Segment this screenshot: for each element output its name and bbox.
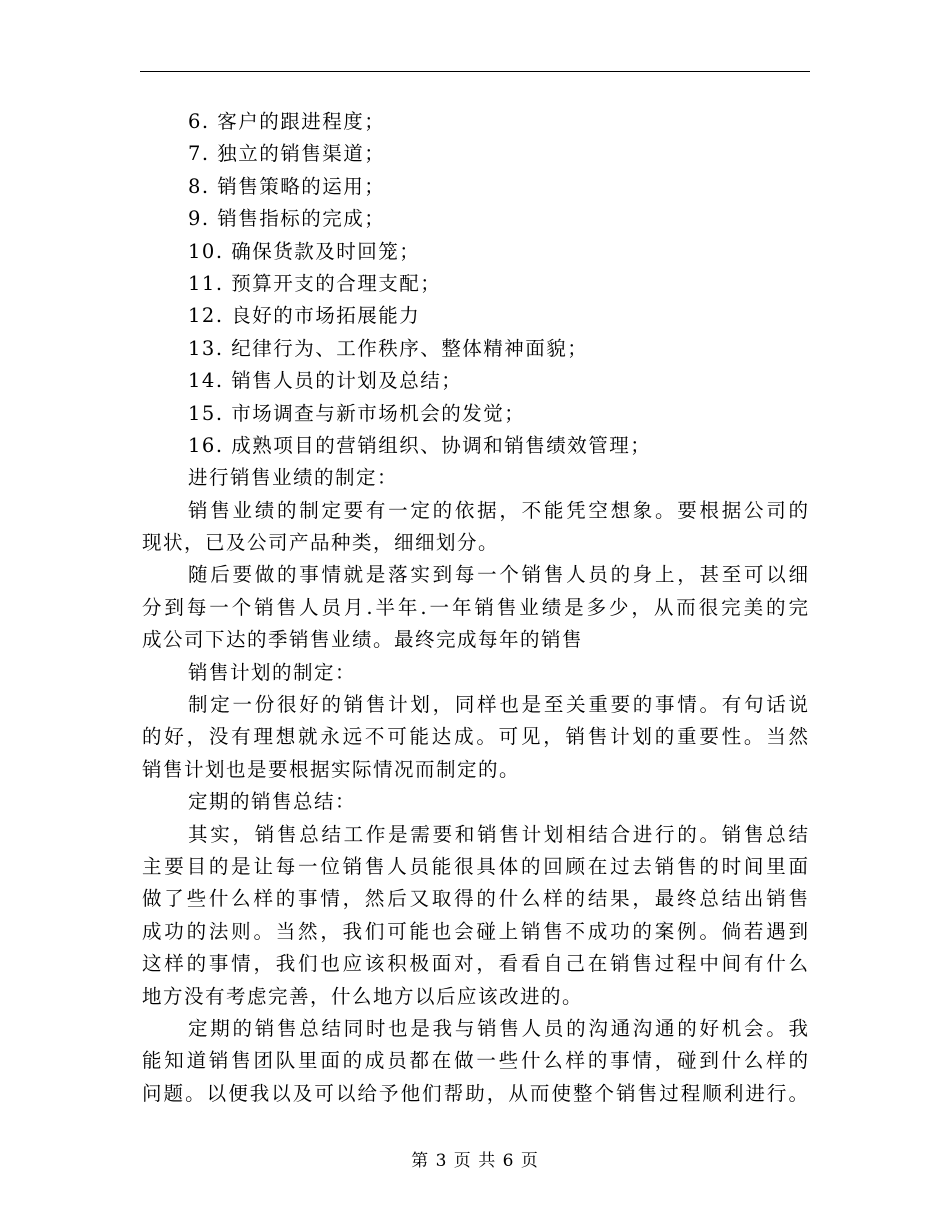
paragraph-summary-1 bbox=[142, 819, 808, 1013]
paragraph-line: 地方没有考虑完善，什么地方以后应该改进的。 bbox=[142, 984, 584, 1008]
list-item: 11. 预算开支的合理支配； bbox=[188, 271, 442, 295]
paragraph-line: 能知道销售团队里面的成员都在做一些什么样的事情，碰到什么样的 bbox=[142, 1049, 808, 1073]
paragraph-plan bbox=[142, 689, 808, 786]
header-rule bbox=[140, 71, 810, 72]
paragraph-line: 的好，没有理想就永远不可能达成。可见，销售计划的重要性。当然 bbox=[142, 725, 808, 749]
paragraph-line: 成公司下达的季销售业绩。最终完成每年的销售 bbox=[142, 628, 584, 652]
paragraph-line: 这样的事情，我们也应该积极面对，看看自己在销售过程中间有什么 bbox=[142, 952, 808, 976]
numbered-list bbox=[142, 106, 808, 462]
list-item: 12. 良好的市场拓展能力 bbox=[188, 304, 421, 328]
paragraph-line: 成功的法则。当然，我们可能也会碰上销售不成功的案例。倘若遇到 bbox=[142, 919, 808, 943]
paragraph-line: 主要目的是让每一位销售人员能很具体的回顾在过去销售的时间里面 bbox=[142, 854, 808, 878]
list-item: 8. 销售策略的运用； bbox=[188, 174, 386, 198]
document-body bbox=[142, 106, 808, 1110]
list-item: 13. 纪律行为、工作秩序、整体精神面貌； bbox=[188, 336, 589, 360]
paragraph-performance-2 bbox=[142, 559, 808, 656]
paragraph-line: 制定一份很好的销售计划，同样也是至关重要的事情。有句话说 bbox=[188, 693, 808, 717]
paragraph-summary-2 bbox=[142, 1013, 808, 1110]
section-heading-plan: 销售计划的制定： bbox=[188, 660, 357, 684]
section-heading-performance: 进行销售业绩的制定： bbox=[188, 466, 399, 490]
list-item: 15. 市场调查与新市场机会的发觉； bbox=[188, 401, 526, 425]
paragraph-line: 随后要做的事情就是落实到每一个销售人员的身上，甚至可以细 bbox=[188, 563, 808, 587]
paragraph-line: 销售计划也是要根据实际情况而制定的。 bbox=[142, 757, 521, 781]
paragraph-line: 问题。以便我以及可以给予他们帮助，从而使整个销售过程顺利进行。 bbox=[142, 1081, 808, 1105]
list-item: 9. 销售指标的完成； bbox=[188, 207, 386, 231]
paragraph-line: 定期的销售总结同时也是我与销售人员的沟通沟通的好机会。我 bbox=[188, 1016, 808, 1040]
paragraph-line: 做了些什么样的事情，然后又取得的什么样的结果，最终总结出销售 bbox=[142, 887, 808, 911]
section-heading-summary: 定期的销售总结： bbox=[188, 790, 357, 814]
paragraph-line: 现状，已及公司产品种类，细细划分。 bbox=[142, 531, 500, 555]
paragraph-performance-1 bbox=[142, 495, 808, 560]
list-item: 14. 销售人员的计划及总结； bbox=[188, 369, 463, 393]
list-item: 6. 客户的跟进程度； bbox=[188, 110, 386, 133]
page-indicator: 第 3 页 共 6 页 bbox=[411, 1151, 539, 1171]
list-item: 16. 成熟项目的营销组织、协调和销售绩效管理； bbox=[188, 433, 652, 457]
paragraph-line: 其实，销售总结工作是需要和销售计划相结合进行的。销售总结 bbox=[188, 822, 808, 846]
paragraph-line: 分到每一个销售人员月.半年.一年销售业绩是多少，从而很完美的完 bbox=[142, 595, 808, 619]
paragraph-line: 销售业绩的制定要有一定的依据，不能凭空想象。要根据公司的 bbox=[188, 498, 808, 522]
list-item: 7. 独立的销售渠道； bbox=[188, 142, 386, 166]
list-item: 10. 确保货款及时回笼； bbox=[188, 239, 421, 263]
